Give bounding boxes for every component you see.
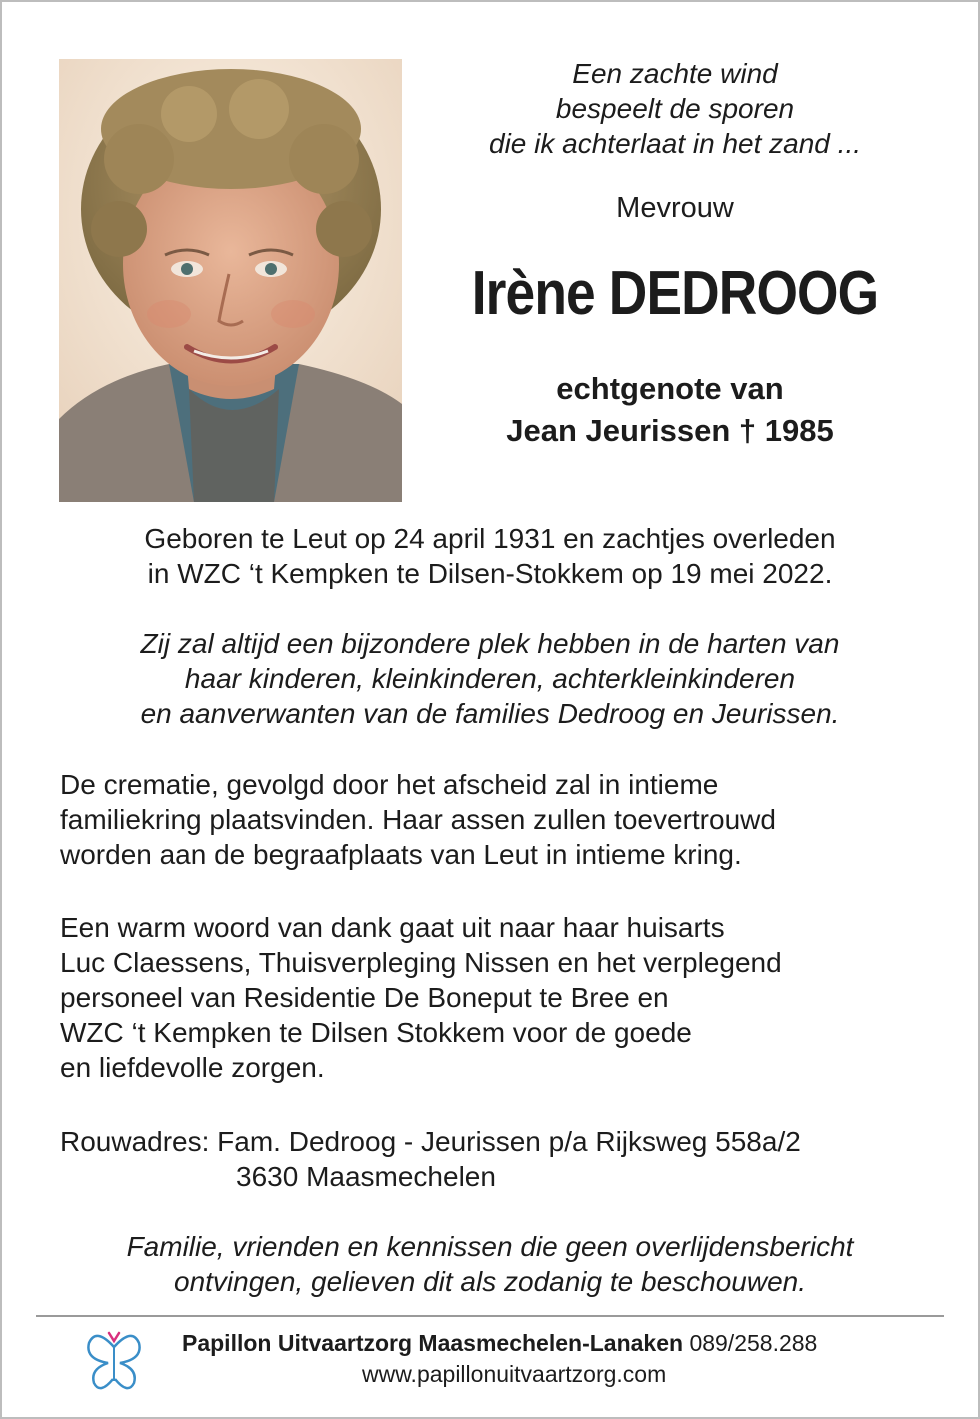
text-line: Geboren te Leut op 24 april 1931 en zachtjes overleden (144, 523, 836, 554)
memory-paragraph (60, 626, 920, 731)
text-line: Luc Claessens, Thuisverpleging Nissen en het verplegend (60, 947, 782, 978)
text-line: in WZC ‘t Kempken te Dilsen-Stokkem op 19 mei 2022. (147, 558, 833, 589)
cremation-paragraph (60, 767, 920, 872)
honorific: Mevrouw (616, 192, 734, 224)
text-line: personeel van Residentie De Boneput te Bree en (60, 982, 669, 1013)
butterfly-icon (86, 1325, 142, 1395)
footer-company (182, 1330, 817, 1357)
text-line: en aanverwanten van de families Dedroog en Jeurissen. (140, 698, 840, 729)
portrait-photo (59, 59, 402, 502)
mourning-address-line2: 3630 Maasmechelen (236, 1161, 496, 1192)
poem (440, 56, 910, 161)
text-line: Zij zal altijd een bijzondere plek hebben in de harten van (140, 628, 840, 659)
company-phone[interactable]: 089/258.288 (689, 1330, 818, 1356)
notice-paragraph (60, 1229, 920, 1299)
mourning-address-line1: Rouwadres: Fam. Dedroog - Jeurissen p/a Rijksweg 558a/2 (60, 1126, 801, 1157)
spouse-info (420, 368, 920, 452)
spouse-line: Jean Jeurissen † 1985 (506, 413, 834, 448)
poem-line: Een zachte wind (572, 58, 778, 89)
text-line: WZC ‘t Kempken te Dilsen Stokkem voor de goede (60, 1017, 692, 1048)
deceased-name: Irène DEDROOG (471, 259, 879, 328)
birth-death-paragraph (60, 521, 920, 591)
text-line: De crematie, gevolgd door het afscheid zal in intieme (60, 769, 719, 800)
poem-line: bespeelt de sporen (555, 93, 795, 124)
thanks-paragraph (60, 910, 920, 1085)
company-website[interactable]: www.papillonuitvaartzorg.com (362, 1361, 667, 1387)
text-line: Familie, vrienden en kennissen die geen overlijdensbericht (126, 1231, 854, 1262)
company-name: Papillon Uitvaartzorg Maasmechelen-Lanaken (182, 1330, 684, 1356)
text-line: Een warm woord van dank gaat uit naar haar huisarts (60, 912, 725, 943)
poem-line: die ik achterlaat in het zand ... (489, 128, 861, 159)
spouse-line: echtgenote van (556, 371, 784, 406)
text-line: worden aan de begraafplaats van Leut in intieme kring. (60, 839, 742, 870)
text-line: ontvingen, gelieven dit als zodanig te beschouwen. (174, 1266, 806, 1297)
text-line: familiekring plaatsvinden. Haar assen zullen toevertrouwd (60, 804, 776, 835)
text-line: en liefdevolle zorgen. (60, 1052, 325, 1083)
text-line: haar kinderen, kleinkinderen, achterkleinkinderen (184, 663, 796, 694)
footer-divider (36, 1315, 944, 1317)
